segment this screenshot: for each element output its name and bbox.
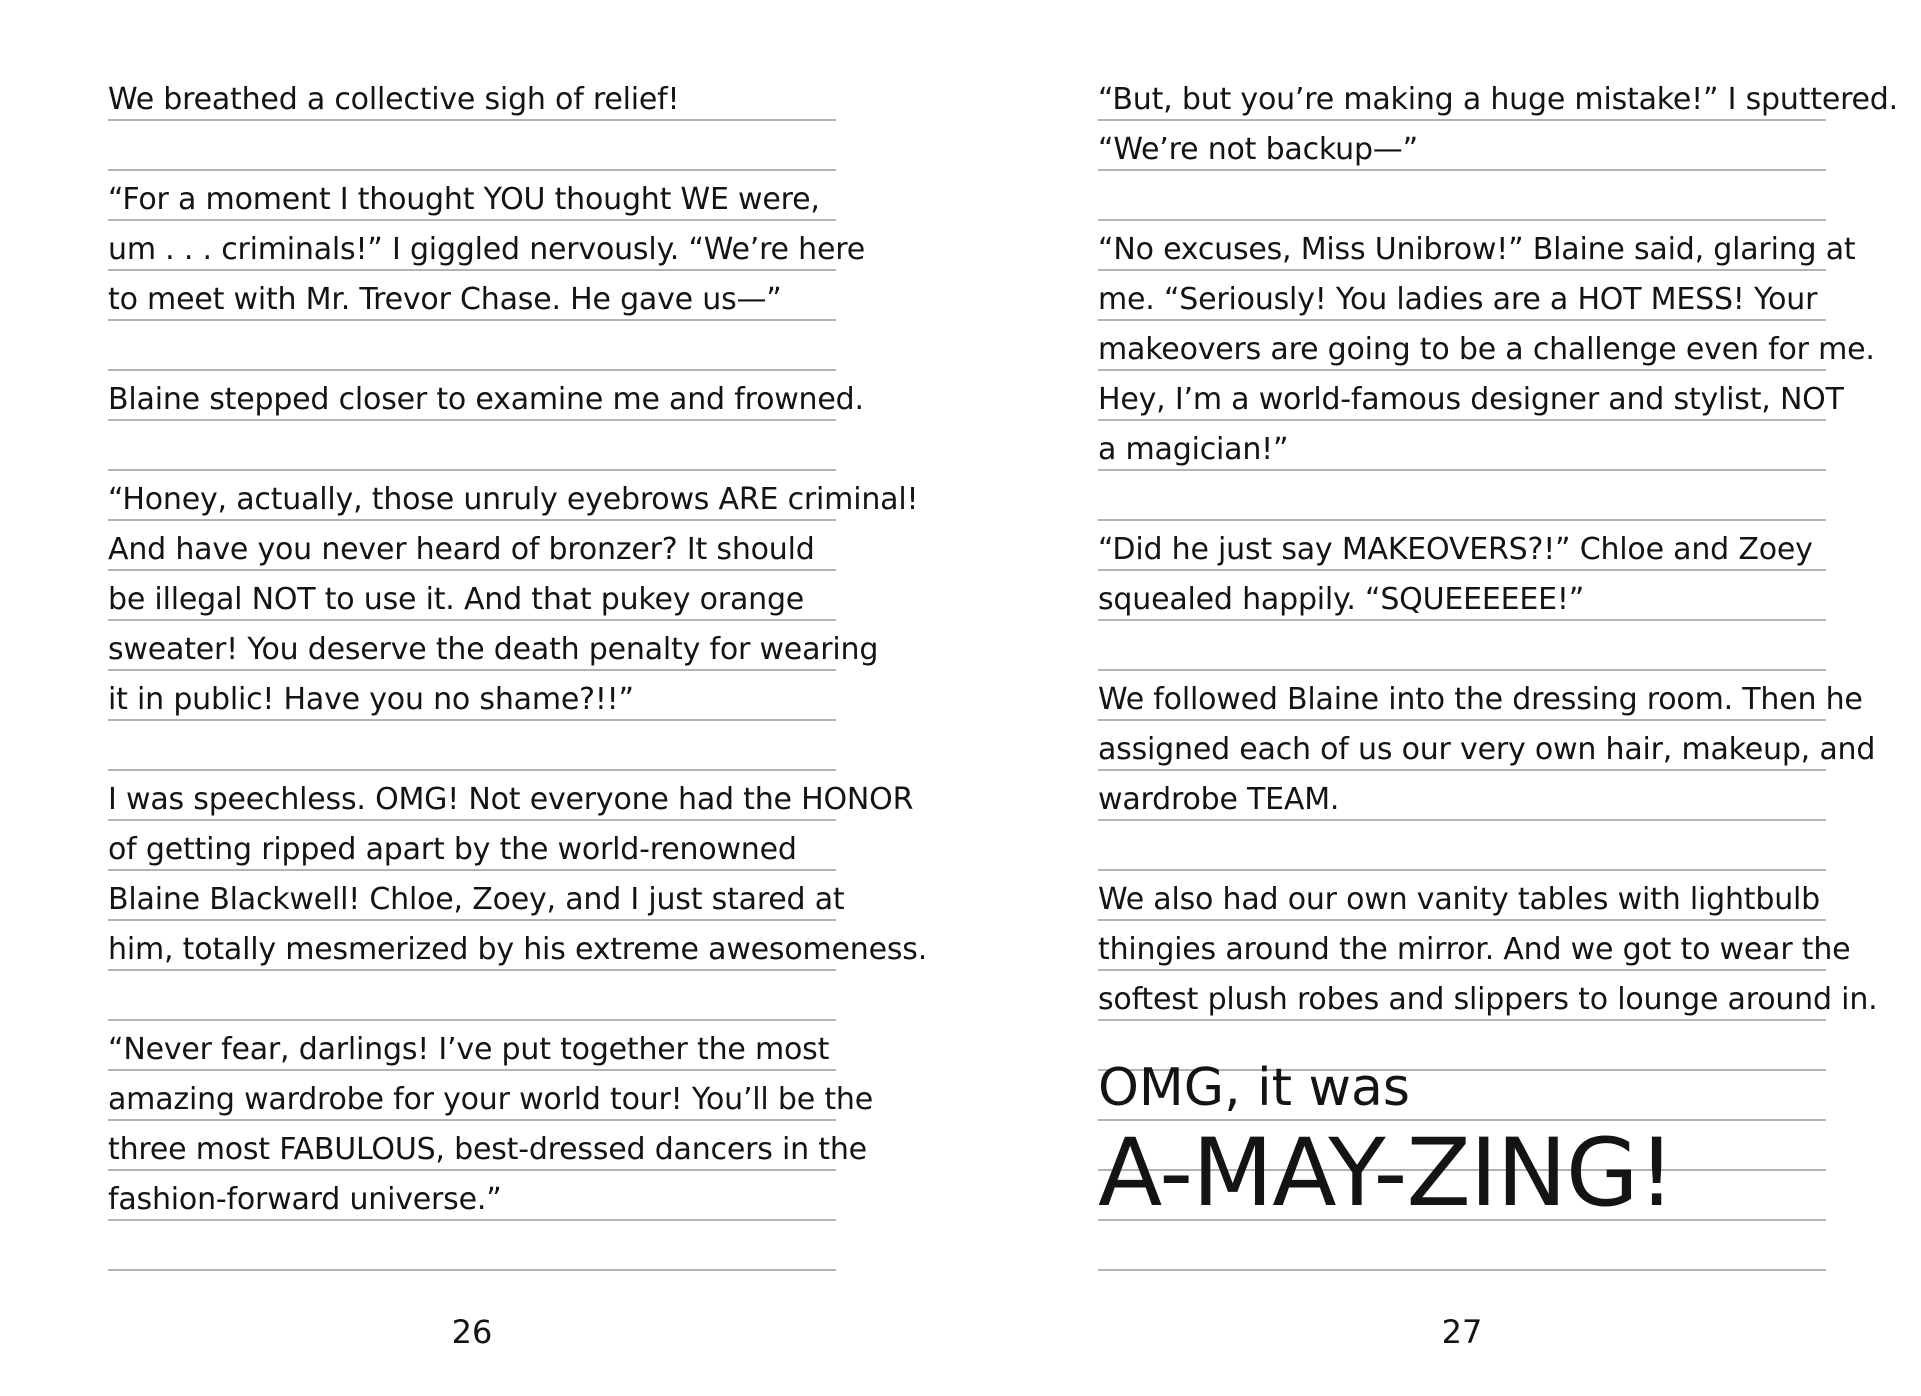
text-line: a magician!” xyxy=(1098,432,1289,467)
text-line: We followed Blaine into the dressing room. Then he xyxy=(1098,682,1863,717)
text-line: “We’re not backup—” xyxy=(1098,132,1418,167)
headline-small: OMG, it was xyxy=(1098,1058,1410,1118)
text-line: amazing wardrobe for your world tour! You’ll be the xyxy=(108,1082,873,1117)
text-line: We also had our own vanity tables with lightbulb xyxy=(1098,882,1820,917)
text-line: softest plush robes and slippers to lounge around in. xyxy=(1098,982,1878,1017)
page-right xyxy=(1098,0,1898,1396)
text-line: Blaine Blackwell! Chloe, Zoey, and I just stared at xyxy=(108,882,845,917)
headline-large: A-MAY-ZING! xyxy=(1098,1119,1675,1228)
text-line: him, totally mesmerized by his extreme awesomeness. xyxy=(108,932,928,967)
text-line: it in public! Have you no shame?!!” xyxy=(108,682,634,717)
text-line: We breathed a collective sigh of relief! xyxy=(108,82,680,117)
text-line: to meet with Mr. Trevor Chase. He gave us—” xyxy=(108,282,782,317)
text-line: “But, but you’re making a huge mistake!” I sputtered. xyxy=(1098,82,1898,117)
page-number: 27 xyxy=(1441,1313,1483,1351)
text-line: of getting ripped apart by the world-renowned xyxy=(108,832,797,867)
text-line: makeovers are going to be a challenge even for me. xyxy=(1098,332,1875,367)
text-line: three most FABULOUS, best-dressed dancers in the xyxy=(108,1132,867,1167)
text-line: I was speechless. OMG! Not everyone had the HONOR xyxy=(108,782,914,817)
text-line: fashion-forward universe.” xyxy=(108,1182,502,1217)
text-line: “Never fear, darlings! I’ve put together the most xyxy=(108,1032,830,1067)
text-line: um . . . criminals!” I giggled nervously. “We’re here xyxy=(108,232,865,267)
text-line: sweater! You deserve the death penalty for wearing xyxy=(108,632,879,667)
text-line: And have you never heard of bronzer? It should xyxy=(108,532,815,567)
text-line: “No excuses, Miss Unibrow!” Blaine said, glaring at xyxy=(1098,232,1856,267)
text-line: “Honey, actually, those unruly eyebrows ARE criminal! xyxy=(108,482,919,517)
text-line: “For a moment I thought YOU thought WE were, xyxy=(108,182,820,217)
text-line: be illegal NOT to use it. And that pukey orange xyxy=(108,582,805,617)
text-line: me. “Seriously! You ladies are a HOT MESS! Your xyxy=(1098,282,1818,317)
text-line: Hey, I’m a world-famous designer and stylist, NOT xyxy=(1098,382,1844,417)
text-line: thingies around the mirror. And we got to wear the xyxy=(1098,932,1851,967)
text-line: Blaine stepped closer to examine me and frowned. xyxy=(108,382,864,417)
text-line: “Did he just say MAKEOVERS?!” Chloe and Zoey xyxy=(1098,532,1813,567)
page-number: 26 xyxy=(451,1313,493,1351)
text-line: wardrobe TEAM. xyxy=(1098,782,1340,817)
text-line: squealed happily. “SQUEEEEEE!” xyxy=(1098,582,1585,617)
page-left xyxy=(108,0,928,1396)
text-line: assigned each of us our very own hair, makeup, and xyxy=(1098,732,1876,767)
